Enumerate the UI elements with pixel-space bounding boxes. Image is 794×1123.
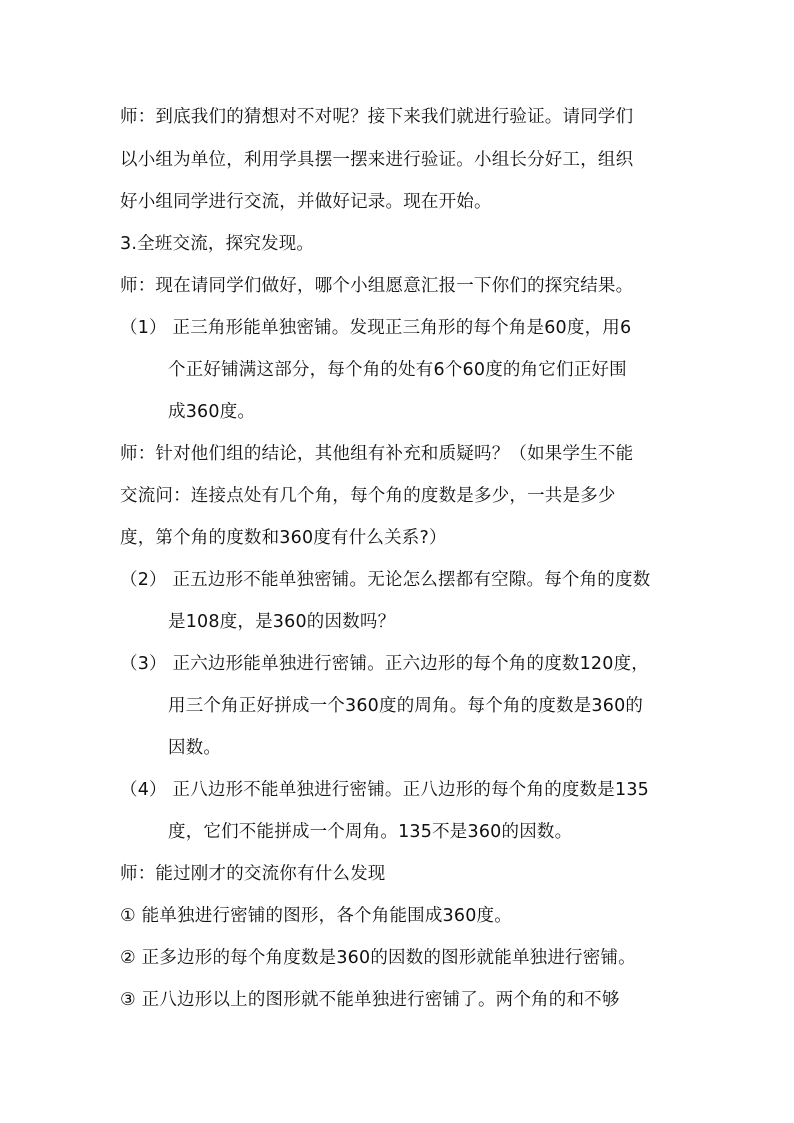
paragraph-line: 以小组为单位，利用学具摆一摆来进行验证。小组长分好工，组织 xyxy=(120,150,634,170)
section-heading: 3.全班交流，探究发现。 xyxy=(120,234,315,254)
paragraph-line: 师：能过刚才的交流你有什么发现 xyxy=(120,864,386,884)
finding-item-1: ① 能单独进行密铺的图形，各个角能围成360度。 xyxy=(120,906,512,926)
list-item-3-cont: 用三个角正好拼成一个360度的周角。每个角的度数是360的 xyxy=(168,696,644,716)
paragraph-line: 师：到底我们的猜想对不对呢？接下来我们就进行验证。请同学们 xyxy=(120,107,634,127)
finding-item-2: ② 正多边形的每个角度数是360的因数的图形就能单独进行密铺。 xyxy=(120,948,636,968)
list-item-1-cont: 成360度。 xyxy=(168,402,256,422)
list-item-1-cont: 个正好铺满这部分，每个角的处有6个60度的角它们正好围 xyxy=(168,360,627,380)
list-item-4: （4） 正八边形不能单独进行密铺。正八边形的每个角的度数是135 xyxy=(120,780,649,800)
list-item-2: （2） 正五边形不能单独密铺。无论怎么摆都有空隙。每个角的度数 xyxy=(120,570,651,590)
list-item-3: （3） 正六边形能单独进行密铺。正六边形的每个角的度数120度， xyxy=(120,654,649,674)
paragraph-line: 师：针对他们组的结论，其他组有补充和质疑吗？（如果学生不能 xyxy=(120,444,634,464)
paragraph-line: 师：现在请同学们做好，哪个小组愿意汇报一下你们的探究结果。 xyxy=(120,276,634,296)
paragraph-line: 度，第个角的度数和360度有什么关系?） xyxy=(120,528,447,548)
list-item-1: （1） 正三角形能单独密铺。发现正三角形的每个角是60度，用6 xyxy=(120,318,632,338)
list-item-2-cont: 是108度，是360的因数吗？ xyxy=(168,612,396,632)
finding-item-3: ③ 正八边形以上的图形就不能单独进行密铺了。两个角的和不够 xyxy=(120,990,620,1010)
list-item-3-cont: 因数。 xyxy=(168,738,222,758)
paragraph-line: 好小组同学进行交流，并做好记录。现在开始。 xyxy=(120,192,492,212)
paragraph-line: 交流问：连接点处有几个角，每个角的度数是多少，一共是多少 xyxy=(120,486,616,506)
list-item-4-cont: 度，它们不能拼成一个周角。135不是360的因数。 xyxy=(168,822,573,842)
